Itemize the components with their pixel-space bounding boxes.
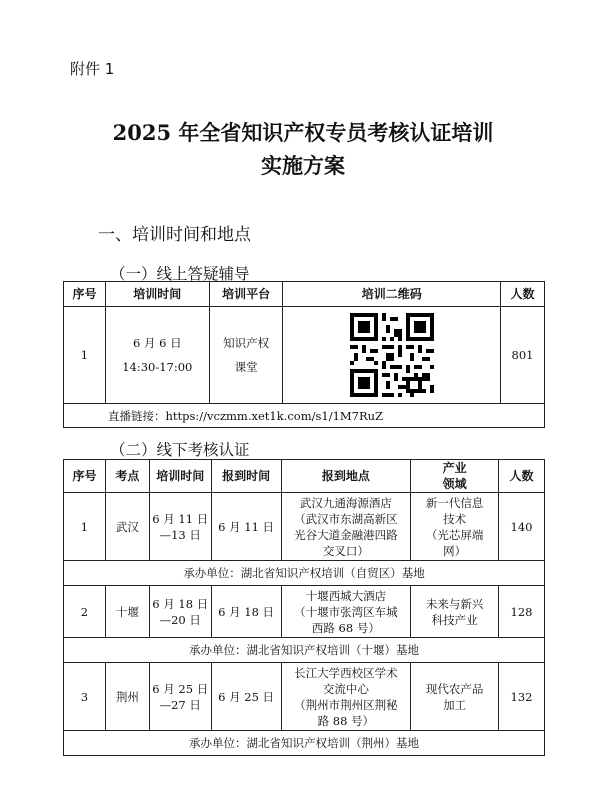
header-industry-line1: 产业 bbox=[442, 461, 467, 475]
row-no: 3 bbox=[64, 663, 106, 731]
document-title-line2: 实施方案 bbox=[261, 153, 345, 178]
row-count: 140 bbox=[499, 493, 545, 561]
row-site: 武汉 bbox=[105, 493, 149, 561]
row-train-time bbox=[149, 493, 211, 561]
qr-code-icon[interactable] bbox=[350, 313, 434, 397]
place-line: （十堰市张湾区车城 bbox=[294, 604, 398, 619]
field-line: 未来与新兴 bbox=[425, 596, 484, 611]
platform-line1: 知识产权 bbox=[223, 336, 270, 350]
train-line1: 6 月 25 日 bbox=[152, 681, 209, 696]
row-place bbox=[281, 586, 411, 638]
train-line2: —20 日 bbox=[159, 612, 201, 627]
place-line: 光谷大道金融港四路 bbox=[294, 527, 398, 542]
row-report-time: 6 月 11 日 bbox=[211, 493, 281, 561]
platform-line2: 课堂 bbox=[234, 360, 258, 374]
train-line2: —13 日 bbox=[159, 527, 201, 542]
field-line: 现代农产品 bbox=[425, 681, 484, 696]
place-line: 武汉九通海源酒店 bbox=[299, 495, 392, 510]
header-report-place: 报到地点 bbox=[281, 460, 411, 493]
document-title: 2025 年全省知识产权专员考核认证培训 bbox=[112, 120, 494, 145]
row-count: 132 bbox=[499, 663, 545, 731]
place-line: （荆州市荆州区荆秘 bbox=[294, 697, 398, 712]
online-subheading: （一）线上答疑辅导 bbox=[110, 265, 250, 283]
attachment-label: 附件 1 bbox=[70, 60, 115, 78]
row-site: 荆州 bbox=[105, 663, 149, 731]
train-line1: 6 月 11 日 bbox=[152, 511, 209, 526]
online-row-qr bbox=[283, 307, 501, 404]
host-unit: 承办单位：湖北省知识产权培训（十堰）基地 bbox=[64, 638, 545, 663]
header-industry bbox=[411, 460, 499, 493]
live-link[interactable]: 直播链接：https://vczmm.xet1k.com/s1/1M7RuZ bbox=[64, 404, 545, 428]
table-row bbox=[64, 586, 545, 638]
online-row-no: 1 bbox=[64, 307, 106, 404]
header-report-time: 报到时间 bbox=[211, 460, 281, 493]
place-line: 交叉口） bbox=[322, 543, 369, 558]
row-no: 2 bbox=[64, 586, 106, 638]
online-time: 14:30-17:00 bbox=[122, 360, 193, 374]
header-no: 序号 bbox=[64, 282, 106, 307]
header-count: 人数 bbox=[501, 282, 545, 307]
header-count: 人数 bbox=[499, 460, 545, 493]
row-no: 1 bbox=[64, 493, 106, 561]
place-line: 交流中心 bbox=[322, 681, 369, 696]
online-date: 6 月 6 日 bbox=[132, 336, 182, 350]
row-place bbox=[281, 663, 411, 731]
row-train-time bbox=[149, 663, 211, 731]
row-report-time: 6 月 25 日 bbox=[211, 663, 281, 731]
header-site: 考点 bbox=[105, 460, 149, 493]
train-line2: —27 日 bbox=[159, 697, 201, 712]
header-train-time: 培训时间 bbox=[149, 460, 211, 493]
place-line: 长江大学西校区学术 bbox=[294, 665, 398, 680]
row-report-time: 6 月 18 日 bbox=[211, 586, 281, 638]
header-no: 序号 bbox=[64, 460, 106, 493]
online-table bbox=[63, 281, 545, 428]
field-line: 科技产业 bbox=[431, 612, 478, 627]
field-line: 新一代信息 bbox=[425, 495, 484, 510]
table-row bbox=[64, 663, 545, 731]
row-field bbox=[411, 586, 499, 638]
place-line: 路 88 号） bbox=[317, 713, 375, 728]
header-industry-line2: 领域 bbox=[442, 477, 467, 491]
host-unit: 承办单位：湖北省知识产权培训（自贸区）基地 bbox=[64, 561, 545, 586]
row-count: 128 bbox=[499, 586, 545, 638]
section-heading: 一、培训时间和地点 bbox=[98, 225, 251, 245]
row-field bbox=[411, 663, 499, 731]
field-line: （光芯屏端 bbox=[425, 527, 484, 542]
online-row-count: 801 bbox=[501, 307, 545, 404]
table-row bbox=[64, 493, 545, 561]
offline-table bbox=[63, 459, 545, 756]
row-place bbox=[281, 493, 411, 561]
place-line: （武汉市东湖高新区 bbox=[294, 511, 398, 526]
header-qr: 培训二维码 bbox=[283, 282, 501, 307]
field-line: 加工 bbox=[443, 697, 467, 712]
online-row-platform bbox=[209, 307, 283, 404]
header-train-time: 培训时间 bbox=[105, 282, 209, 307]
header-platform: 培训平台 bbox=[209, 282, 283, 307]
field-line: 网） bbox=[443, 543, 467, 558]
field-line: 技术 bbox=[443, 511, 467, 526]
train-line1: 6 月 18 日 bbox=[152, 596, 209, 611]
online-row-time bbox=[105, 307, 209, 404]
row-site: 十堰 bbox=[105, 586, 149, 638]
offline-subheading: （二）线下考核认证 bbox=[110, 441, 250, 459]
host-unit: 承办单位：湖北省知识产权培训（荆州）基地 bbox=[64, 731, 545, 756]
row-train-time bbox=[149, 586, 211, 638]
place-line: 十堰西城大酒店 bbox=[305, 588, 387, 603]
row-field bbox=[411, 493, 499, 561]
place-line: 西路 68 号） bbox=[311, 620, 380, 635]
